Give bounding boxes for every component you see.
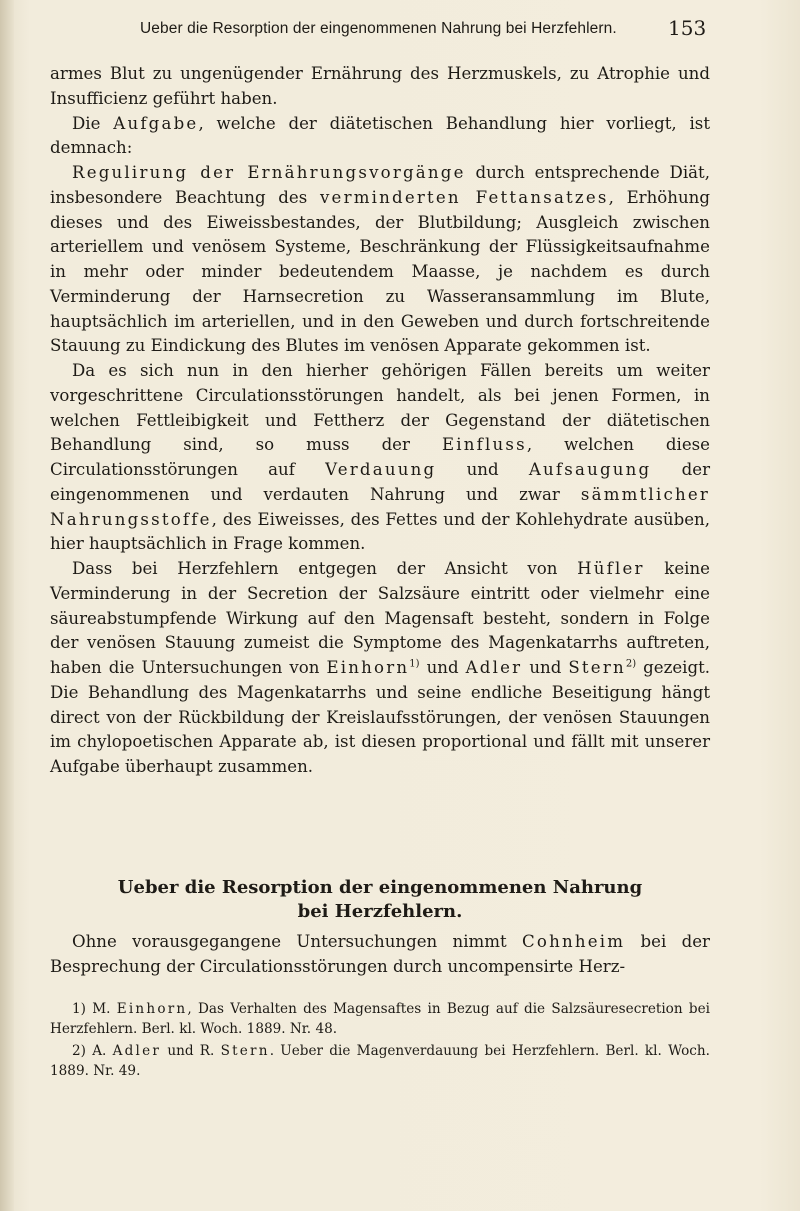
emphasis-aufsaugung: Aufsaugung xyxy=(528,460,652,479)
footnote-2: 2) A. Adler und R. Stern. Ueber die Magenverdauung bei Herzfehlern. Berl. kl. Woch. 1889. Nr. 49. xyxy=(50,1043,711,1079)
section-heading-line-2: bei Herzfehlern. xyxy=(297,901,463,922)
section-text xyxy=(50,930,710,979)
author-huefler: Hüfler xyxy=(577,559,645,578)
section-heading xyxy=(50,876,710,924)
author-einhorn: Einhorn xyxy=(326,658,410,677)
author-cohnheim: Cohnheim xyxy=(522,932,626,951)
paragraph-3: Regulirung der Ernährungsvorgänge durch entsprechende Diät, insbesondere Beachtung des verminderten Fettansatzes, Erhöhung dieses und des Eiweissbestandes, der Blutbildung; Ausgleich zwischen arteriellem und venösem Systeme, Beschränkung der Flüssigkeitsaufnahme in mehr oder minder bedeutendem Maasse, je nachdem es durch Verminderung der Harnsecretion zu Wasseransammlung im Blute, hauptsächlich im arteriellen, und in den Geweben und durch fortschreitende Stauung zu Eindickung des Blutes im venösen Apparate gekommen ist. xyxy=(50,163,710,356)
section-heading-line-1: Ueber die Resorption der eingenommenen Nahrung xyxy=(117,877,643,898)
emphasis-fettansatz: verminderten Fettansatzes xyxy=(319,187,609,207)
emphasis-verdauung: Verdauung xyxy=(325,460,437,479)
main-text xyxy=(50,62,710,780)
author-adler: Adler xyxy=(465,658,523,677)
author-stern: Stern xyxy=(568,658,626,677)
running-header: Ueber die Resorption der eingenommenen Nahrung bei Herzfehlern. xyxy=(140,20,617,37)
paragraph-2: Die Aufgabe, welche der diätetischen Behandlung hier vorliegt, ist demnach: xyxy=(50,113,710,158)
emphasis-naehrstoffe: sämmtlicher Nahrungsstoffe xyxy=(50,484,710,529)
page-number: 153 xyxy=(668,16,707,40)
emphasis-regulirung: Regulirung der Ernährungsvorgänge xyxy=(72,163,466,182)
footnote-1: 1) M. Einhorn, Das Verhalten des Magensaftes in Bezug auf die Salzsäuresecretion bei Herzfehlern. Berl. kl. Woch. 1889. Nr. 48. xyxy=(50,1001,710,1037)
paragraph-5: Dass bei Herzfehlern entgegen der Ansicht von Hüfler keine Verminderung in der Secretion der Salzsäure eintritt oder vielmehr eine säureabstumpfende Wirkung auf den Magensaft besteht, sondern in Folge der venösen Stauung zumeist die Symptome des Magenkatarrhs auftreten, haben die Untersuchungen von Einhorn$^{1)}$ und Adler und Stern$^{2)}$ gezeigt. Die Behandlung des Magenkatarrhs und seine endliche Beseitigung hängt direct von der Rückbildung der Kreislaufsstörungen, der venösen Stauungen im chylopoetischen Apparate ab, ist diesen proportional und fällt mit unserer Aufgabe überhaupt zusammen. xyxy=(50,559,711,776)
footnote-ref-1: 1) xyxy=(409,658,420,670)
emphasis-aufgabe: Aufgabe xyxy=(113,113,199,133)
page-spine-shadow xyxy=(0,0,14,1211)
section-paragraph-1: Ohne vorausgegangene Untersuchungen nimmt Cohnheim bei der Besprechung der Circulationsstörungen durch uncompensirte Herz- xyxy=(50,932,710,976)
emphasis-einfluss: Einfluss xyxy=(441,435,527,455)
footnotes xyxy=(50,1000,710,1084)
paragraph-1: armes Blut zu ungenügender Ernährung des Herzmuskels, zu Atrophie und Insufficienz geführt haben. xyxy=(50,64,710,108)
paragraph-4: Da es sich nun in den hierher gehörigen Fällen bereits um weiter vorgeschrittene Circulationsstörungen handelt, als bei jenen Formen, in welchen Fettleibigkeit und Fettherz der Gegenstand der diätetischen Behandlung sind, so muss der Einfluss, welchen diese Circulationsstörungen auf Verdauung und Aufsaugung der eingenommenen und verdauten Nahrung und zwar sämmtlicher Nahrungsstoffe, des Eiweisses, des Fettes und der Kohlehydrate ausüben, hier hauptsächlich in Frage kommen. xyxy=(50,361,710,554)
footnote-ref-2: 2) xyxy=(625,658,637,670)
